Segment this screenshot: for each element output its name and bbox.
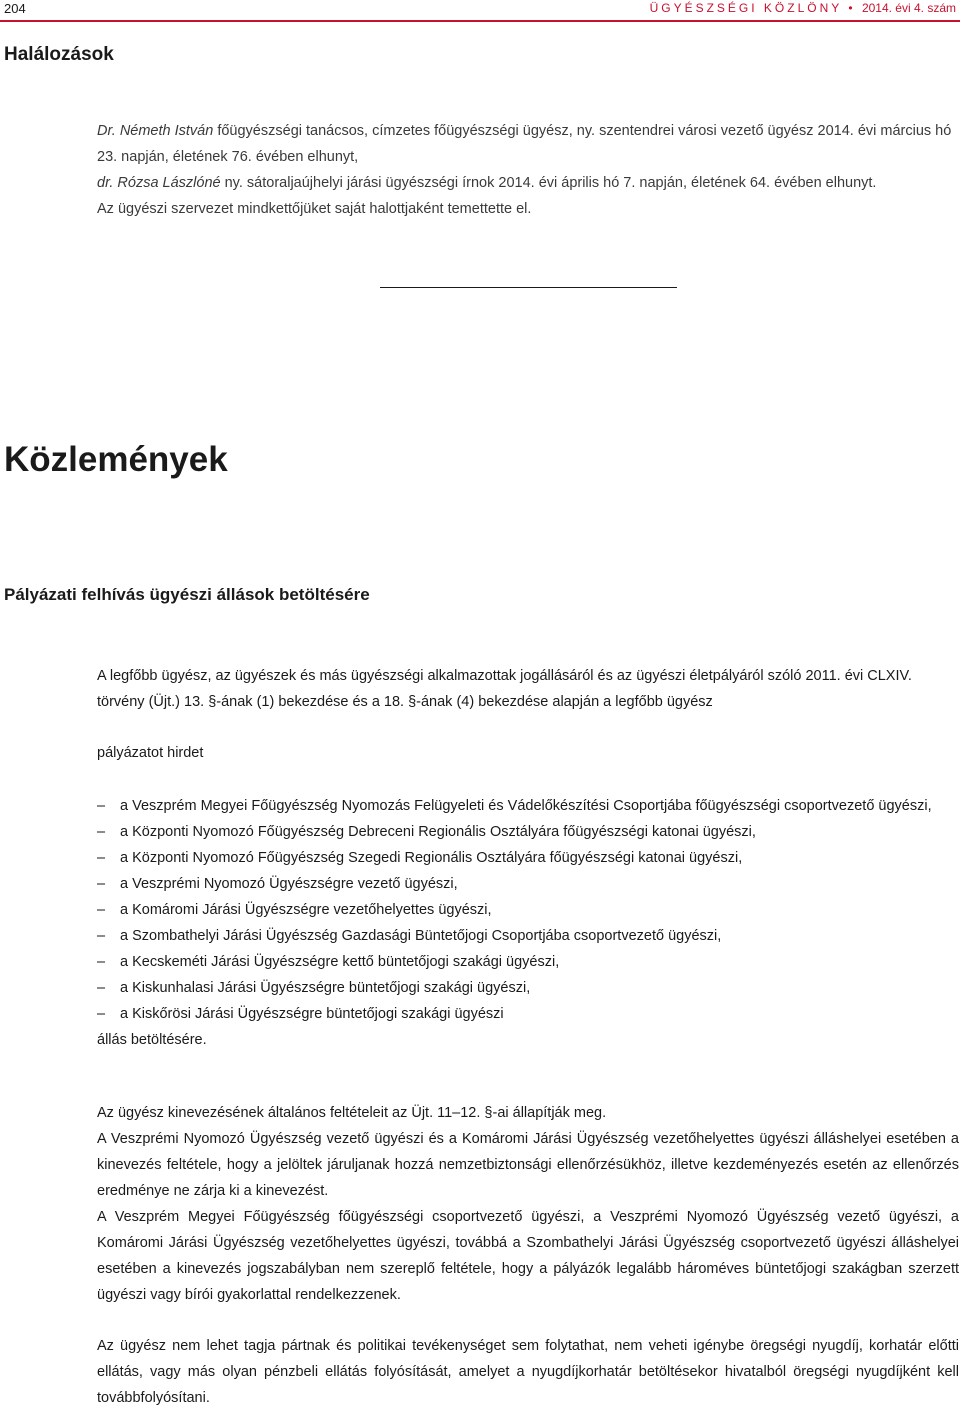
list-item: – a Kiskőrösi Járási Ügyészségre büntetőjogi szakági ügyészi xyxy=(97,1006,504,1022)
list-item: – a Központi Nyomozó Főügyészség Debreceni Regionális Osztályára főügyészségi katonai ügyészi, xyxy=(97,824,756,840)
list-item: – a Kiskunhalasi Járási Ügyészségre büntetőjogi szakági ügyészi, xyxy=(97,980,531,996)
obituary-entry-1 xyxy=(97,118,957,170)
announcement-line: pályázatot hirdet xyxy=(97,745,204,761)
header-bullet: • xyxy=(848,1,856,15)
issue-number: 2014. évi 4. szám xyxy=(861,1,956,15)
list-item: – a Kecskeméti Járási Ügyészségre kettő büntetőjogi szakági ügyészi, xyxy=(97,954,560,970)
journal-title xyxy=(650,1,956,15)
positions-block xyxy=(97,793,959,1053)
conditions-paragraph-2: A Veszprémi Nyomozó Ügyészség vezető ügyészi és a Komáromi Járási Ügyészség vezetőhelyettes ügyészi álláshelyei esetében a kinevezés feltétele, hogy a jelöltek járuljanak hozzá nemzetbiztonsági ellenőrzésükhöz, illetve kezdeményezés esetén az ellenőrzés eredménye ne zárja ki a kinevezést. xyxy=(97,1131,959,1199)
section-divider xyxy=(380,287,677,288)
intro-paragraph: A legfőbb ügyész, az ügyészek és más ügyészségi alkalmazottak jogállásáról és az ügyészi életpályáról szóló 2011. évi CLXIV. törvény (Üjt.) 13. §-ának (1) bekezdése és a 18. §-ának (4) bekezdése alapján a legfőbb ügyész xyxy=(97,668,912,710)
deaths-heading: Halálozások xyxy=(4,44,114,65)
page-number: 204 xyxy=(4,1,26,16)
list-item: – a Veszprémi Nyomozó Ügyészségre vezető ügyészi, xyxy=(97,876,458,892)
deceased-name-1: Dr. Németh István xyxy=(97,123,214,139)
call-for-applications-title: Pályázati felhívás ügyészi állások betöltésére xyxy=(4,585,370,604)
list-item: – a Veszprém Megyei Főügyészség Nyomozás Felügyeleti és Vádelőkészítési Csoportjába főügyészségi csoportvezető ügyészi, xyxy=(97,798,932,814)
list-item: – a Komáromi Járási Ügyészségre vezetőhelyettes ügyészi, xyxy=(97,902,492,918)
obituary-entry-2 xyxy=(97,170,957,196)
header-rule xyxy=(0,20,960,22)
announcements-heading: Közlemények xyxy=(4,440,228,479)
conditions-block xyxy=(97,1100,959,1308)
positions-list xyxy=(97,793,959,1027)
journal-name: ÜGYÉSZSÉGI KÖZLÖNY xyxy=(649,1,843,15)
conditions-paragraph-1: Az ügyész kinevezésének általános feltételeit az Üjt. 11–12. §-ai állapítják meg. xyxy=(97,1105,607,1121)
list-item: – a Szombathelyi Járási Ügyészség Gazdasági Büntetőjogi Csoportjába csoportvezető ügyészi, xyxy=(97,928,722,944)
restrictions-paragraph: Az ügyész nem lehet tagja pártnak és politikai tevékenységet sem folytathat, nem veheti igénybe öregségi nyugdíj, korhatár előtti ellátás, vagy más olyan pénzbeli ellátás folyósítását, amelyet a nyugdíjkorhatár betöltésekor hivatalból öregségi nyugdíjként kell továbbfolyósítani. xyxy=(97,1338,959,1406)
obituary-text-2: ny. sátoraljaújhelyi járási ügyészségi írnok 2014. évi április hó 7. napján, életének 64. évében elhunyt. xyxy=(220,175,877,191)
list-item: – a Központi Nyomozó Főügyészség Szegedi Regionális Osztályára főügyészségi katonai ügyészi, xyxy=(97,850,743,866)
running-header xyxy=(0,0,960,20)
obituary-closing: Az ügyészi szervezet mindkettőjüket saját halottjaként temettette el. xyxy=(97,201,532,217)
positions-end: állás betöltésére. xyxy=(97,1032,207,1048)
conditions-paragraph-3: A Veszprém Megyei Főügyészség főügyészségi csoportvezető ügyészi, a Veszprémi Nyomozó Ügyészség vezető ügyészi, a Komáromi Járási Ügyészség vezetőhelyettes ügyészi, továbbá a Szombathelyi Járási Ügyészség csoportvezető ügyészi álláshelyei esetében a kinevezés jogszabályban nem szereplő feltétele, hogy a pályázók legalább hároméves büntetőjogi szakágban szerzett ügyészi vagy bírói gyakorlattal rendelkezzenek. xyxy=(97,1209,959,1303)
obituary-text-1: főügyészségi tanácsos, címzetes főügyészségi ügyész, ny. szentendrei városi vezető ügyész 2014. évi március hó 23. napján, életének 76. évében elhunyt, xyxy=(97,123,952,165)
deceased-name-2: dr. Rózsa Lászlóné xyxy=(97,175,221,191)
obituary-block xyxy=(97,118,957,222)
